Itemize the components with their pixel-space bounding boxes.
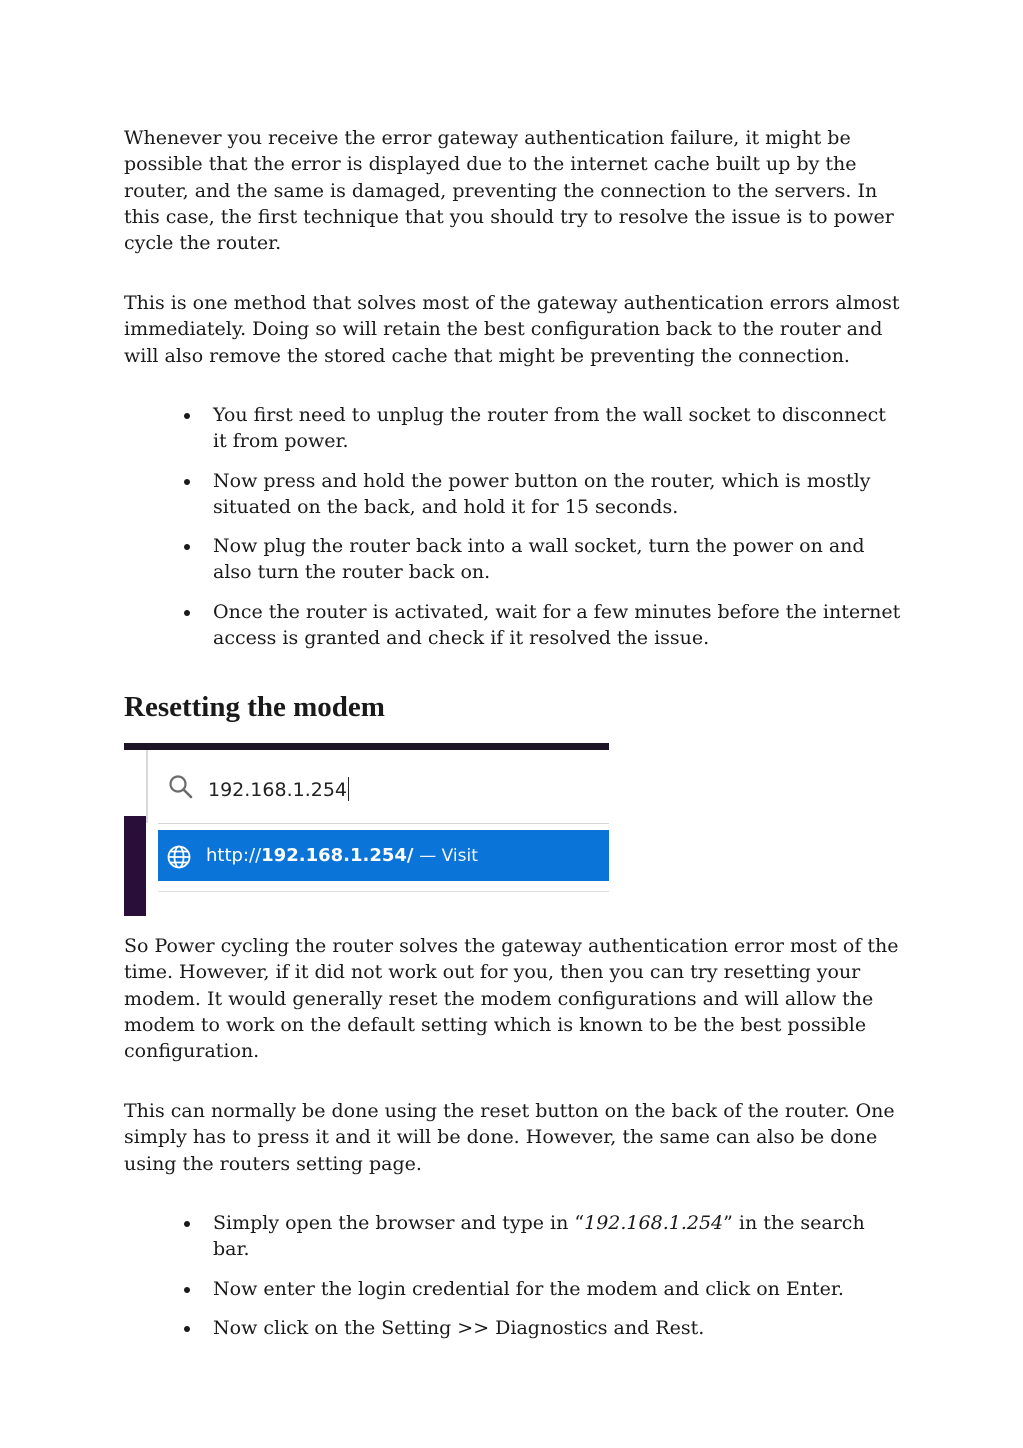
- browser-screenshot: [124, 743, 609, 916]
- reset-method-paragraph: This can normally be done using the reset button on the back of the router. One simply has to press it and it will be done. However, the same can also be done using the routers setting page.: [124, 1100, 895, 1175]
- reset-intro-paragraph: So Power cycling the router solves the gateway authentication error most of the time. However, if it did not work out for you, then you can try resetting your modem. It would generally reset the modem configurations and will allow the modem to work on the default setting which is known to be the best possible configuration.: [124, 935, 899, 1063]
- window-side-bar: [124, 750, 146, 916]
- reset-steps-list: [124, 1210, 904, 1354]
- ip-address: 192.168.1.254: [584, 1212, 724, 1234]
- list-item: Once the router is activated, wait for a few minutes before the internet access is granted and check if it resolved the issue.: [124, 599, 904, 652]
- address-bar: [146, 750, 609, 823]
- globe-icon: [166, 844, 192, 875]
- list-item: Now press and hold the power button on the router, which is mostly situated on the back, and hold it for 15 seconds.: [124, 468, 904, 521]
- suggestion-url: http://192.168.1.254/ — Visit: [206, 845, 478, 866]
- bullet-icon: [184, 544, 190, 550]
- list-item: Now enter the login credential for the modem and click on Enter.: [124, 1276, 904, 1302]
- search-icon: [168, 774, 194, 804]
- intro-paragraph: Whenever you receive the error gateway authentication failure, it might be possible that the error is displayed due to the internet cache built up by the router, and the same is damaged, preventing the connection to the servers. In this case, the first technique that you should try to resolve the issue is to power cycle the router.: [124, 127, 894, 255]
- power-cycle-list: [124, 402, 904, 664]
- method-paragraph: This is one method that solves most of the gateway authentication errors almost immediately. Doing so will retain the best configuration back to the router and will also remove the stored cache that might be preventing the connection.: [124, 292, 900, 367]
- list-item: Simply open the browser and type in “192.168.1.254” in the search bar.: [124, 1210, 904, 1263]
- section-heading: Resetting the modem: [124, 691, 385, 723]
- list-item: You first need to unplug the router from the wall socket to disconnect it from power.: [124, 402, 904, 455]
- url-suggestion: [158, 830, 609, 881]
- bullet-icon: [184, 479, 190, 485]
- bullet-icon: [184, 1287, 190, 1293]
- bullet-icon: [184, 413, 190, 419]
- list-item: Now click on the Setting >> Diagnostics and Rest.: [124, 1315, 904, 1341]
- address-input: 192.168.1.254: [208, 779, 348, 801]
- list-item: Now plug the router back into a wall socket, turn the power on and also turn the router back on.: [124, 533, 904, 586]
- window-top-bar: [124, 743, 609, 750]
- bullet-icon: [184, 1326, 190, 1332]
- bullet-icon: [184, 610, 190, 616]
- bullet-icon: [184, 1221, 190, 1227]
